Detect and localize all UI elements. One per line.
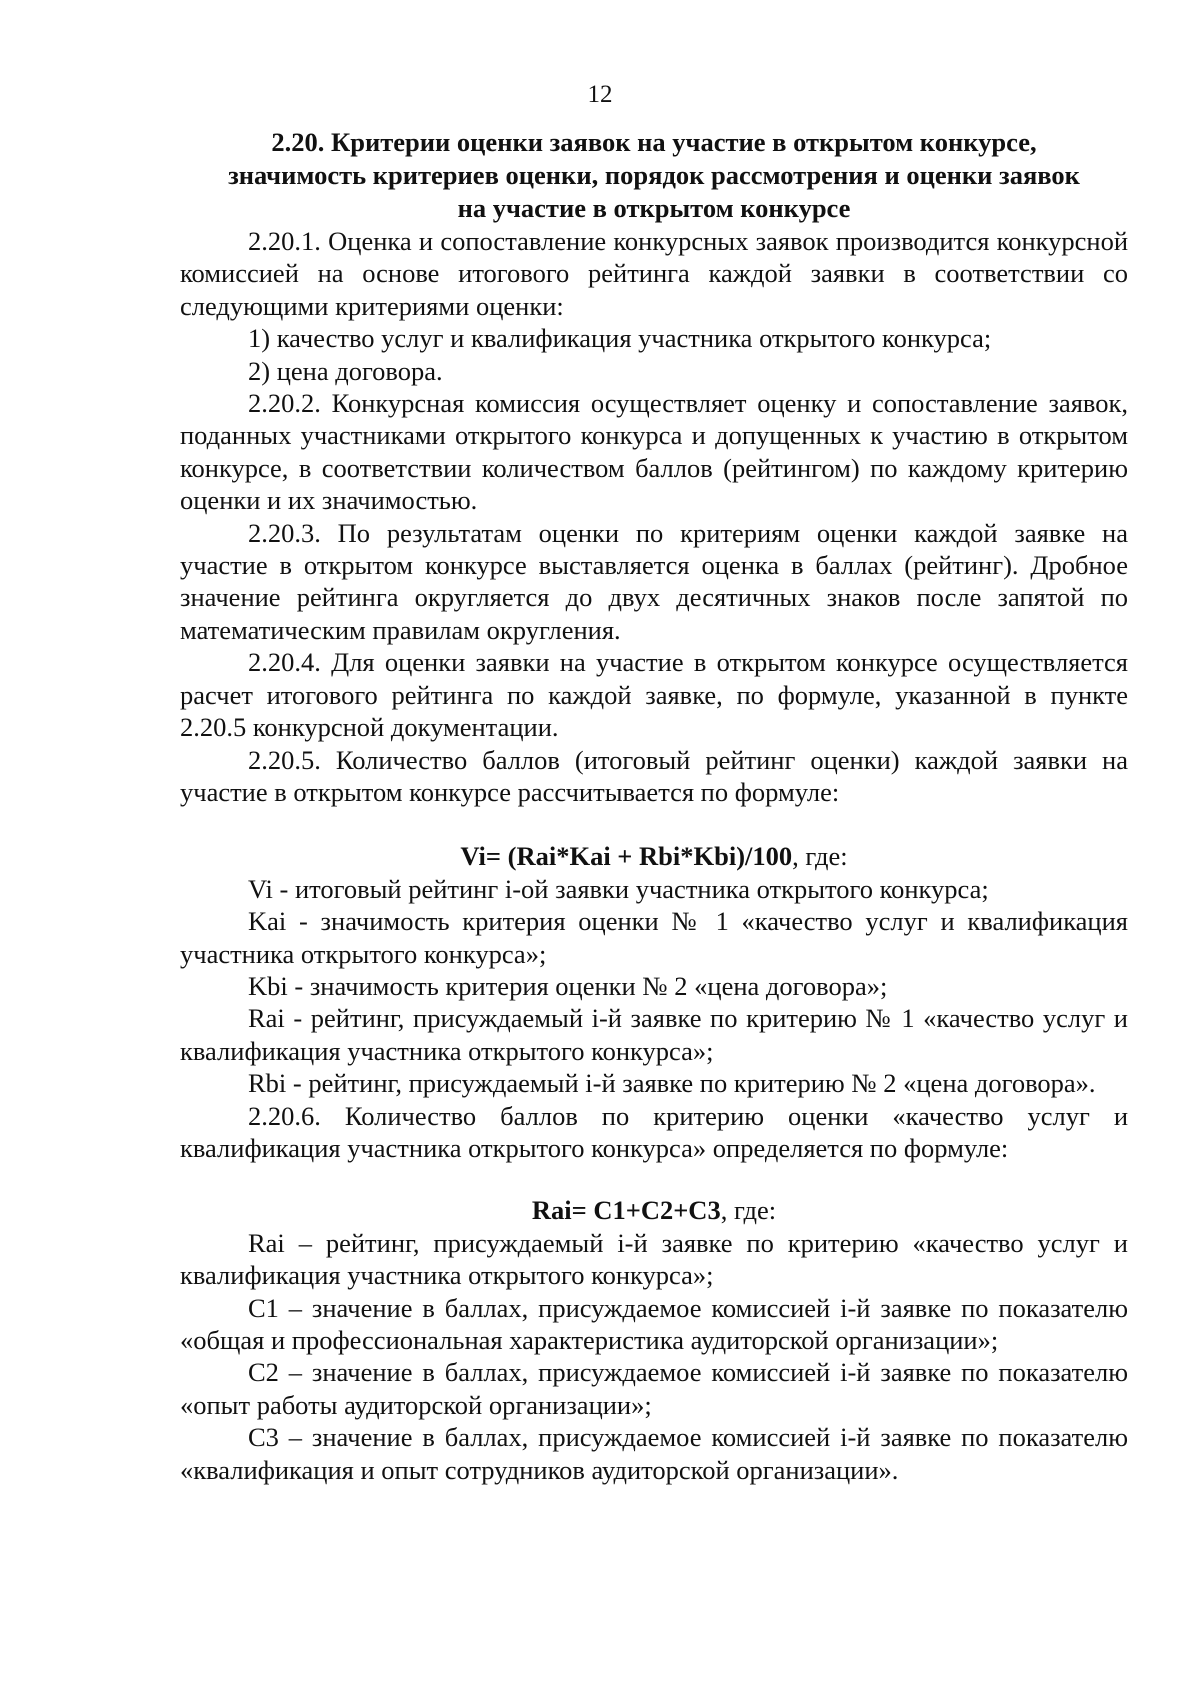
paragraph-2-20-3: 2.20.3. По результатам оценки по критериям оценки каждой заявке на участие в открытом конкурсе выставляется оценка в баллах (рейтинг). Дробное значение рейтинга округляется до двух десятичных знаков после запятой по математическим правилам округления. bbox=[180, 517, 1128, 645]
document-body bbox=[180, 126, 1128, 1486]
section-title-line: 2.20. Критерии оценки заявок на участие в открытом конкурсе, bbox=[271, 127, 1037, 157]
paragraph-2-20-2: 2.20.2. Конкурсная комиссия осуществляет оценку и сопоставление заявок, поданных участниками открытого конкурса и допущенных к участию в открытом конкурсе, в соответствии количеством баллов (рейтингом) по каждому критерию оценки и их значимостью. bbox=[180, 388, 1128, 516]
paragraph-2-20-1: 2.20.1. Оценка и сопоставление конкурсных заявок производится конкурсной комиссией на основе итогового рейтинга каждой заявки в соответствии со следующими критериями оценки: bbox=[180, 226, 1128, 321]
formula-expression: Rai= C1+C2+C3 bbox=[531, 1195, 721, 1226]
paragraph-2-20-6: 2.20.6. Количество баллов по критерию оценки «качество услуг и квалификация участника открытого конкурса» определяется по формуле: bbox=[180, 1100, 1128, 1163]
definition-rai-criterion: Rai – рейтинг, присуждаемый i-й заявке по критерию «качество услуг и квалификация участника открытого конкурса»; bbox=[180, 1227, 1128, 1291]
definition-vi: Vi - итоговый рейтинг i-ой заявки участника открытого конкурса; bbox=[248, 873, 989, 904]
section-title-line: на участие в открытом конкурсе bbox=[457, 193, 851, 223]
definition-rai: Rai - рейтинг, присуждаемый i-й заявке по критерию № 1 «качество услуг и квалификация участника открытого конкурса»; bbox=[180, 1003, 1128, 1066]
formula-suffix: , где: bbox=[792, 841, 848, 872]
section-title-line: значимость критериев оценки, порядок рассмотрения и оценки заявок bbox=[228, 160, 1080, 190]
section-title bbox=[180, 126, 1128, 225]
formula-rai bbox=[180, 1194, 1128, 1226]
paragraph-2-20-5: 2.20.5. Количество баллов (итоговый рейтинг оценки) каждой заявки на участие в открытом конкурсе рассчитывается по формуле: bbox=[180, 744, 1128, 807]
definition-c2: C2 – значение в баллах, присуждаемое комиссией i-й заявке по показателю «опыт работы аудиторской организации»; bbox=[180, 1357, 1128, 1420]
formula-suffix: , где: bbox=[720, 1195, 777, 1226]
definition-c1: C1 – значение в баллах, присуждаемое комиссией i-й заявке по показателю «общая и профессиональная характеристика аудиторской организации»; bbox=[180, 1292, 1128, 1355]
definition-kbi: Kbi - значимость критерия оценки № 2 «цена договора»; bbox=[248, 970, 888, 1001]
criteria-list-item: 2) цена договора. bbox=[248, 355, 443, 386]
definition-c3: C3 – значение в баллах, присуждаемое комиссией i-й заявке по показателю «квалификация и опыт сотрудников аудиторской организации». bbox=[180, 1422, 1128, 1485]
definition-rbi: Rbi - рейтинг, присуждаемый i-й заявке по критерию № 2 «цена договора». bbox=[248, 1068, 1096, 1099]
criteria-list-item: 1) качество услуг и квалификация участника открытого конкурса; bbox=[248, 323, 992, 354]
page-number: 12 bbox=[587, 81, 613, 108]
definition-kai: Kai - значимость критерия оценки № 1 «качество услуг и квалификация участника открытого конкурса»; bbox=[180, 906, 1128, 969]
formula-total-rating bbox=[180, 840, 1128, 872]
paragraph-2-20-4: 2.20.4. Для оценки заявки на участие в открытом конкурсе осуществляется расчет итогового рейтинга по каждой заявке, по формуле, указанной в пункте 2.20.5 конкурсной документации. bbox=[180, 647, 1128, 743]
formula-expression: Vi= (Rai*Kai + Rbi*Kbi)/100 bbox=[460, 841, 793, 872]
